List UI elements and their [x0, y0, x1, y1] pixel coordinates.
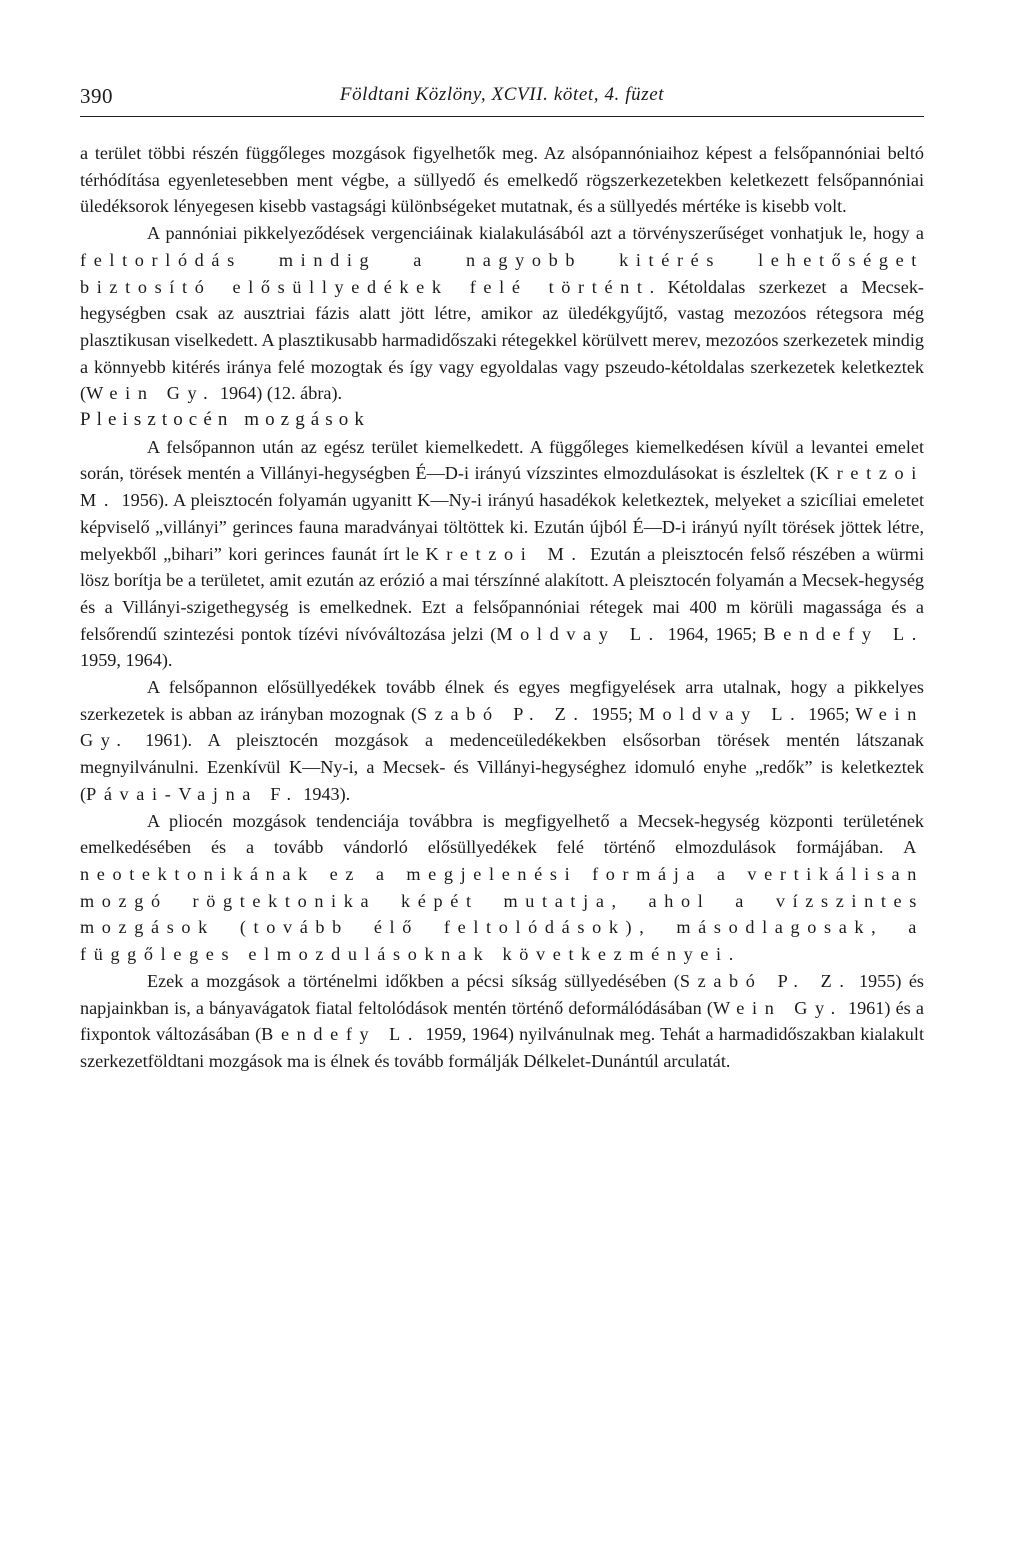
p2-text-e: 1964) (12. ábra). [215, 383, 343, 404]
p2-text-a: A pannóniai pikkelyeződések vergenciáinak kialakulásából azt a törvényszerűséget vonhatjuk le, hogy a [147, 223, 924, 244]
p6-author-ref-2: Wein Gy. [712, 997, 843, 1018]
p3-text-i: 1959, 1964). [80, 650, 173, 671]
p6-author-ref-1: Szabó P. Z. [679, 970, 852, 991]
p3-text-a: A felsőpannon után az egész terület kiemelkedett. A függőleges kiemelkedésen kívül a levantei emelet során, törések mentén a Villányi-hegységben É—D-i irányú vízszintes elmozdulásokat is észleltek ( [80, 436, 924, 484]
paragraph-1 [80, 140, 924, 220]
section-heading: Pleisztocén mozgások [80, 409, 370, 431]
p4-text-i: 1943). [298, 783, 351, 804]
paragraph-1-text: a terület többi részén függőleges mozgások figyelhetők meg. Az alsópannóniaihoz képest a felsőpannóniai beltó térhódítása egyenletesebben ment végbe, a süllyedő és emelkedő rögszerkezetekben keletkezett felsőpannóniai üledéksorok lényegesen kisebb vastagsági különbségeket mutatnak, és a süllyedés mértéke is kisebb volt. [80, 143, 924, 217]
p4-author-ref-2: Moldvay L. [638, 703, 803, 724]
paragraph-3 [80, 434, 924, 674]
p5-spaced-emphasis: A neotektonikának ez a megjelenési formája a vertikálisan mozgó rögtektonika képét mutatja, ahol a vízszintes mozgások (tovább élő feltolódások), másodlagosak, a függőleges elmozdulásoknak következményei [80, 837, 924, 965]
p4-author-ref-3: Wein Gy. [80, 703, 924, 751]
p4-text-g: 1961). A pleisztocén mozgások a medenceüledékekben elsősorban törések mentén látszanak megnyilvánulni. Ezenkívül K—Ny-i, a Mecsek- és Villányi-hegységhez idomuló enyhe „redők” is keletkeztek ( [80, 730, 924, 804]
p5-text-a: A pliocén mozgások tendenciája továbbra is megfigyelhető a Mecsek-hegység központi területének emelkedésében és a tovább vándorló elősüllyedékek felé történő elmozdulások formájában. [80, 810, 924, 858]
p2-text-c: . Kétoldalas szerkezet a Mecsek-hegységben csak az ausztriai fázis alatt jött létre, amikor az üledékgyűjtő, vastag mezozóos rétegsora még plasztikusan viselkedett. A plasztikusabb harmadidőszaki rétegekkel körülvett merev, mezozóos szerkezetek mindig a könnyebb kitérés iránya felé mozogtak és így vagy egyoldalas vagy pszeudo-kétoldalas szerkezetek keletkeztek ( [80, 276, 924, 404]
p4-author-ref-1: Szabó P. Z. [417, 703, 586, 724]
p3-author-ref-2: Kretzoi M. [425, 543, 584, 564]
p2-author-ref: Wein Gy. [86, 383, 216, 404]
p6-text-e: 1961) és a fixpontok változásában ( [80, 997, 924, 1045]
p3-author-ref-4: Bendefy L. [763, 623, 924, 644]
p3-text-e: Ezután a pleisztocén felső részében a würmi lösz borítja be a területet, amit ezután az erózió a mai térszínné alakított. A pleisztocén folyamán a Mecsek-hegység és a Villányi-szigethegység is emelkednek. Ezt a felsőpannóniai rétegek mai 400 m körüli magassága és a felsőrendű szintezési pontok tízévi nívóváltozása jelzi ( [80, 543, 925, 644]
paragraph-5 [80, 808, 924, 968]
paragraph-6 [80, 968, 924, 1075]
p6-text-g: 1959, 1964) nyilvánulnak meg. Tehát a harmadidőszakban kialakult szerkezetföldtani mozgások ma is élnek és tovább formálják Délkelet-Dunántúl arculatát. [80, 1024, 924, 1071]
p4-text-c: 1955; [585, 703, 639, 724]
journal-title: Földtani Közlöny, XCVII. kötet, 4. füzet [339, 84, 665, 105]
paragraph-2 [80, 220, 924, 407]
p3-text-c: 1956). A pleisztocén folyamán ugyanitt K—Ny-i irányú hasadékok keletkeztek, melyeket a szicíliai emeletet képviselő „villányi” gerinces fauna maradványai töltöttek ki. Ezután újból É—D-i irányú nyílt törések jöttek létre, melyekből „bihari” kori gerinces faunát írt le [80, 490, 924, 564]
p6-text-a: Ezek a mozgások a történelmi időkben a pécsi síkság süllyedésében ( [147, 970, 680, 991]
p3-author-ref-3: Moldvay L. [496, 623, 661, 644]
page-number: 390 [80, 84, 113, 108]
p2-spaced-emphasis: feltorlódás mindig a nagyobb kitérés lehetőséget biztosító elősüllyedékek felé történt [80, 249, 924, 297]
p6-text-c: 1955) és napjainkban is, a bányavágatok fiatal feltolódások mentén történő deformálódásában ( [80, 970, 924, 1018]
p5-text-c: . [728, 944, 734, 965]
p3-author-ref-1: Kretzoi M. [80, 463, 924, 511]
body-text [80, 140, 924, 1075]
p6-author-ref-3: Bendefy L. [261, 1024, 421, 1045]
running-header [80, 80, 924, 117]
p4-author-ref-4: Pávai-Vajna F. [86, 783, 299, 804]
p3-text-g: 1964, 1965; [660, 623, 764, 644]
p4-text-a: A felsőpannon elősüllyedékek tovább élnek és egyes megfigyelések arra utalnak, hogy a pikkelyes szerkezetek is abban az irányban mozognak ( [80, 677, 924, 724]
p4-text-e: 1965; [802, 703, 856, 724]
paragraph-4 [80, 674, 924, 808]
